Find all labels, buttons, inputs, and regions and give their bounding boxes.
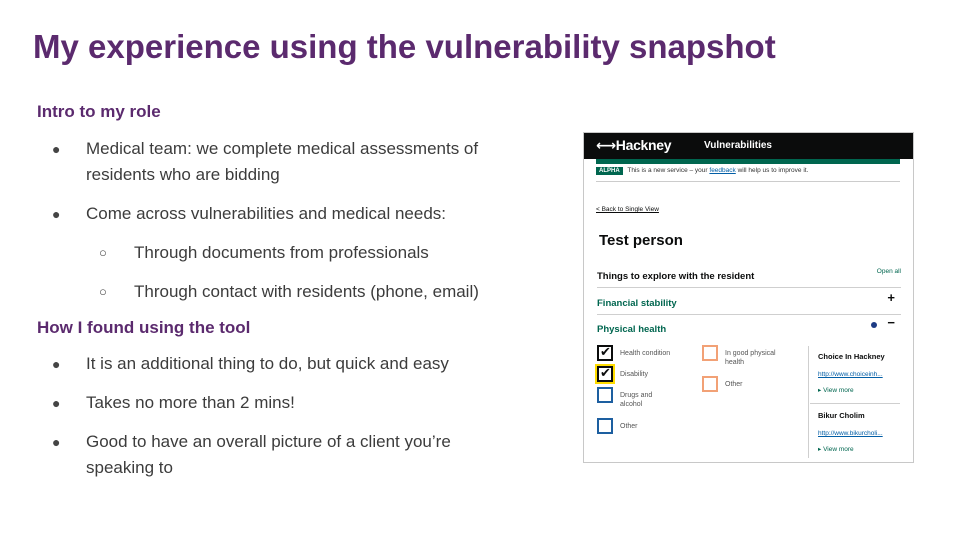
open-all-link[interactable]: Open all — [876, 268, 901, 275]
resource-link[interactable]: http://www.choiceinh... — [818, 371, 883, 378]
bullet-item: ● Takes no more than 2 mins! — [37, 390, 537, 416]
accordion-title: Financial stability — [597, 298, 677, 309]
bullet-marker: ● — [52, 395, 61, 411]
section-heading-tool: How I found using the tool — [37, 318, 251, 337]
explore-header — [597, 266, 901, 288]
tick-icon: ✔ — [600, 365, 611, 380]
checkbox-label: Other — [725, 381, 743, 388]
hackney-logo[interactable]: ⟷Hackney — [596, 137, 672, 153]
tick-icon: ✔ — [600, 344, 611, 359]
header-accent-bar — [596, 159, 900, 164]
view-more-link[interactable]: ▸ View more — [818, 387, 854, 394]
resources-separator — [810, 403, 900, 404]
person-name: Test person — [599, 232, 683, 249]
selected-dot-icon — [871, 322, 877, 328]
minus-icon[interactable]: − — [887, 315, 895, 330]
bullet-item: ● Medical team: we complete medical assessments of residents who are bidding — [37, 136, 537, 188]
checkbox-other-right[interactable] — [702, 376, 718, 392]
service-name: Vulnerabilities — [704, 140, 772, 151]
intro-bullets — [37, 136, 537, 305]
bullet-item: ● Come across vulnerabilities and medical needs: — [37, 201, 537, 227]
plus-icon[interactable]: + — [887, 290, 895, 305]
accordion-title: Physical health — [597, 324, 667, 335]
sub-bullet-item: ○ Through contact with residents (phone, email) — [37, 279, 537, 305]
explore-title: Things to explore with the resident — [597, 271, 755, 282]
bullet-item: ● Good to have an overall picture of a client you’re speaking to — [37, 429, 537, 481]
checkbox-label: Drugs and alcohol — [620, 392, 653, 408]
bullet-item: ● It is an additional thing to do, but quick and easy — [37, 351, 537, 377]
checkbox-health-condition[interactable] — [597, 345, 613, 361]
resource-title: Bikur Cholim — [818, 411, 865, 420]
vulnerabilities-app-screenshot — [583, 132, 914, 463]
feedback-link[interactable]: feedback — [709, 167, 736, 174]
tool-bullets — [37, 351, 537, 481]
resource-link[interactable]: http://www.bikurcholi... — [818, 430, 883, 437]
slide-title: My experience using the vulnerability snapshot — [33, 28, 776, 65]
checkbox-label: In good physical health — [725, 350, 776, 366]
checkbox-disability[interactable] — [597, 366, 613, 382]
sub-bullet-item: ○ Through documents from professionals — [37, 240, 537, 266]
resource-title: Choice In Hackney — [818, 352, 885, 361]
checkbox-other-left[interactable] — [597, 418, 613, 434]
checkbox-drugs-and-alcohol[interactable] — [597, 387, 613, 403]
app-header — [584, 133, 913, 159]
checkbox-in-good-physical-health[interactable] — [702, 345, 718, 361]
bullet-marker: ● — [52, 206, 61, 222]
alpha-banner — [596, 167, 900, 182]
accordion-physical-health[interactable] — [597, 315, 901, 337]
resources-divider — [808, 346, 809, 458]
bullet-marker: ● — [52, 434, 61, 450]
alpha-text-before: This is a new service – your — [627, 167, 708, 174]
sub-bullet-marker: ○ — [99, 284, 107, 299]
alpha-tag: ALPHA — [596, 167, 623, 175]
slide-content — [37, 102, 537, 481]
sub-bullet-marker: ○ — [99, 245, 107, 260]
bullet-marker: ● — [52, 141, 61, 157]
view-more-link[interactable]: ▸ View more — [818, 446, 854, 453]
section-heading-intro: Intro to my role — [37, 102, 161, 121]
checkbox-label: Disability — [620, 371, 649, 378]
alpha-text-after: will help us to improve it. — [737, 167, 809, 174]
bullet-marker: ● — [52, 356, 61, 372]
checkbox-label: Health condition — [620, 350, 671, 357]
back-to-single-view-link[interactable]: < Back to Single View — [596, 206, 659, 213]
checkbox-label: Other — [620, 423, 638, 430]
accordion-financial-stability[interactable] — [597, 290, 901, 315]
